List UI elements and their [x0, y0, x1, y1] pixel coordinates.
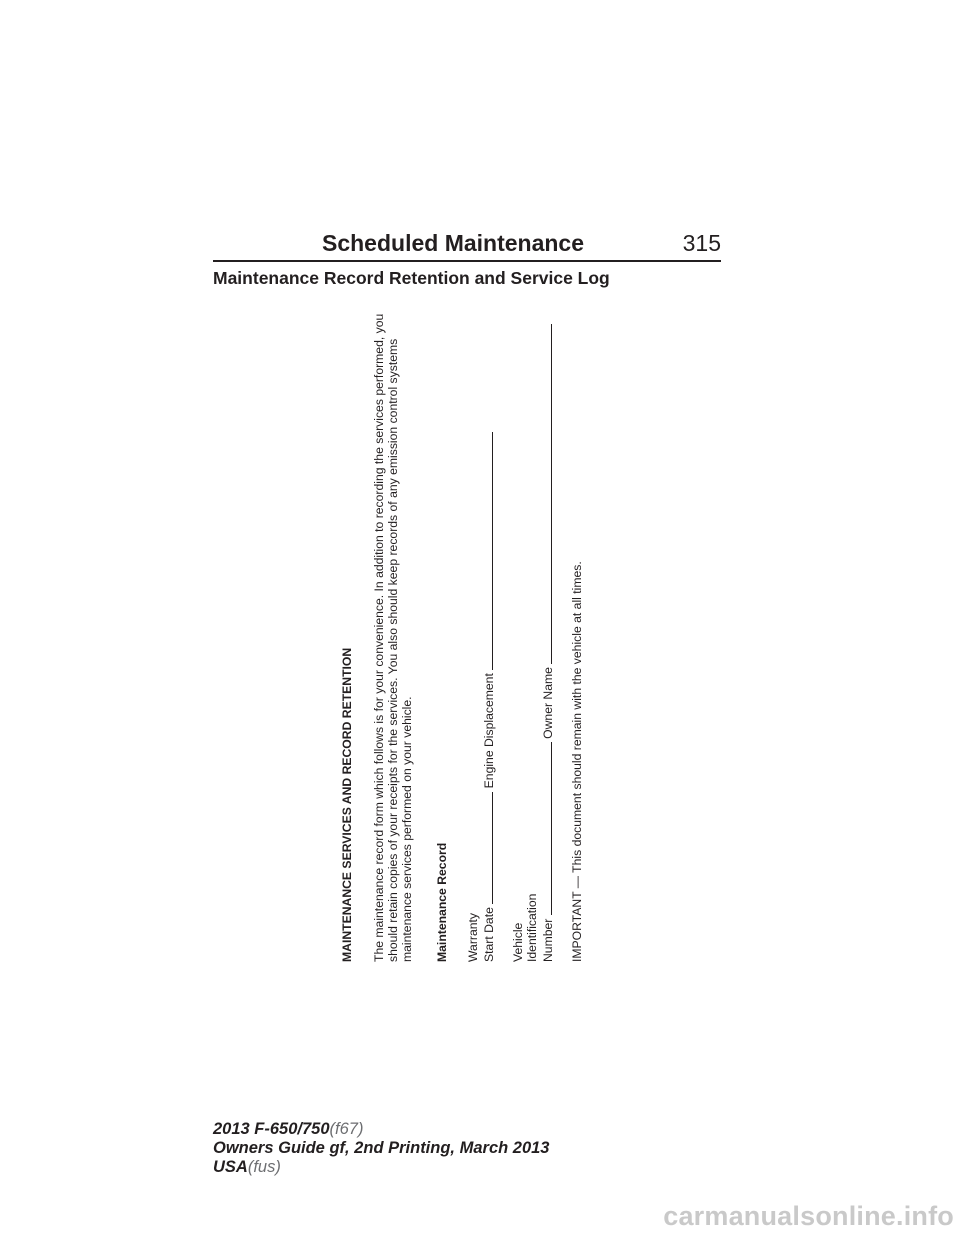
section-title: Maintenance Record Retention and Service Log	[213, 268, 610, 288]
vin-label-line3: Number	[541, 918, 555, 962]
owner-name-field[interactable]	[540, 324, 552, 664]
vin-label-line1: Vehicle	[511, 922, 525, 962]
footer-model-code: (f67)	[329, 1120, 364, 1138]
warranty-row	[481, 432, 497, 962]
page-number: 315	[682, 230, 721, 256]
warranty-start-date-field[interactable]	[481, 792, 493, 904]
footer-market-code: (fus)	[247, 1158, 281, 1176]
owner-name-label: Owner Name	[541, 667, 555, 739]
page-footer	[213, 1120, 550, 1177]
warranty-label-line1: Warranty	[466, 913, 480, 962]
engine-displacement-label: Engine Displacement	[482, 673, 496, 789]
page-header	[213, 228, 721, 262]
record-heading: Maintenance Record	[435, 842, 449, 962]
chapter-title: Scheduled Maintenance	[322, 230, 585, 256]
form-heading: MAINTENANCE SERVICES AND RECORD RETENTION	[340, 647, 354, 962]
warranty-label-line2: Start Date	[482, 907, 496, 962]
footer-market: USA	[213, 1158, 248, 1176]
watermark: carmanualsonline.info	[663, 1201, 954, 1231]
engine-displacement-field[interactable]	[481, 432, 493, 670]
vin-field[interactable]	[540, 742, 552, 915]
footer-model: 2013 F-650/750	[213, 1120, 330, 1138]
vin-row	[540, 324, 556, 962]
vin-label-line2: Identification	[525, 893, 539, 962]
important-note: IMPORTANT — This document should remain with the vehicle at all times.	[570, 561, 584, 962]
form-intro: The maintenance record form which follows is for your convenience. In addition to recording the services performed, you should retain copies of your receipts for the services. You also should keep records of any emission control systems maintenance services performed on your vehicle.	[372, 313, 414, 962]
footer-guide: Owners Guide gf, 2nd Printing, March 2013	[213, 1139, 550, 1157]
maintenance-record-form	[340, 300, 584, 962]
